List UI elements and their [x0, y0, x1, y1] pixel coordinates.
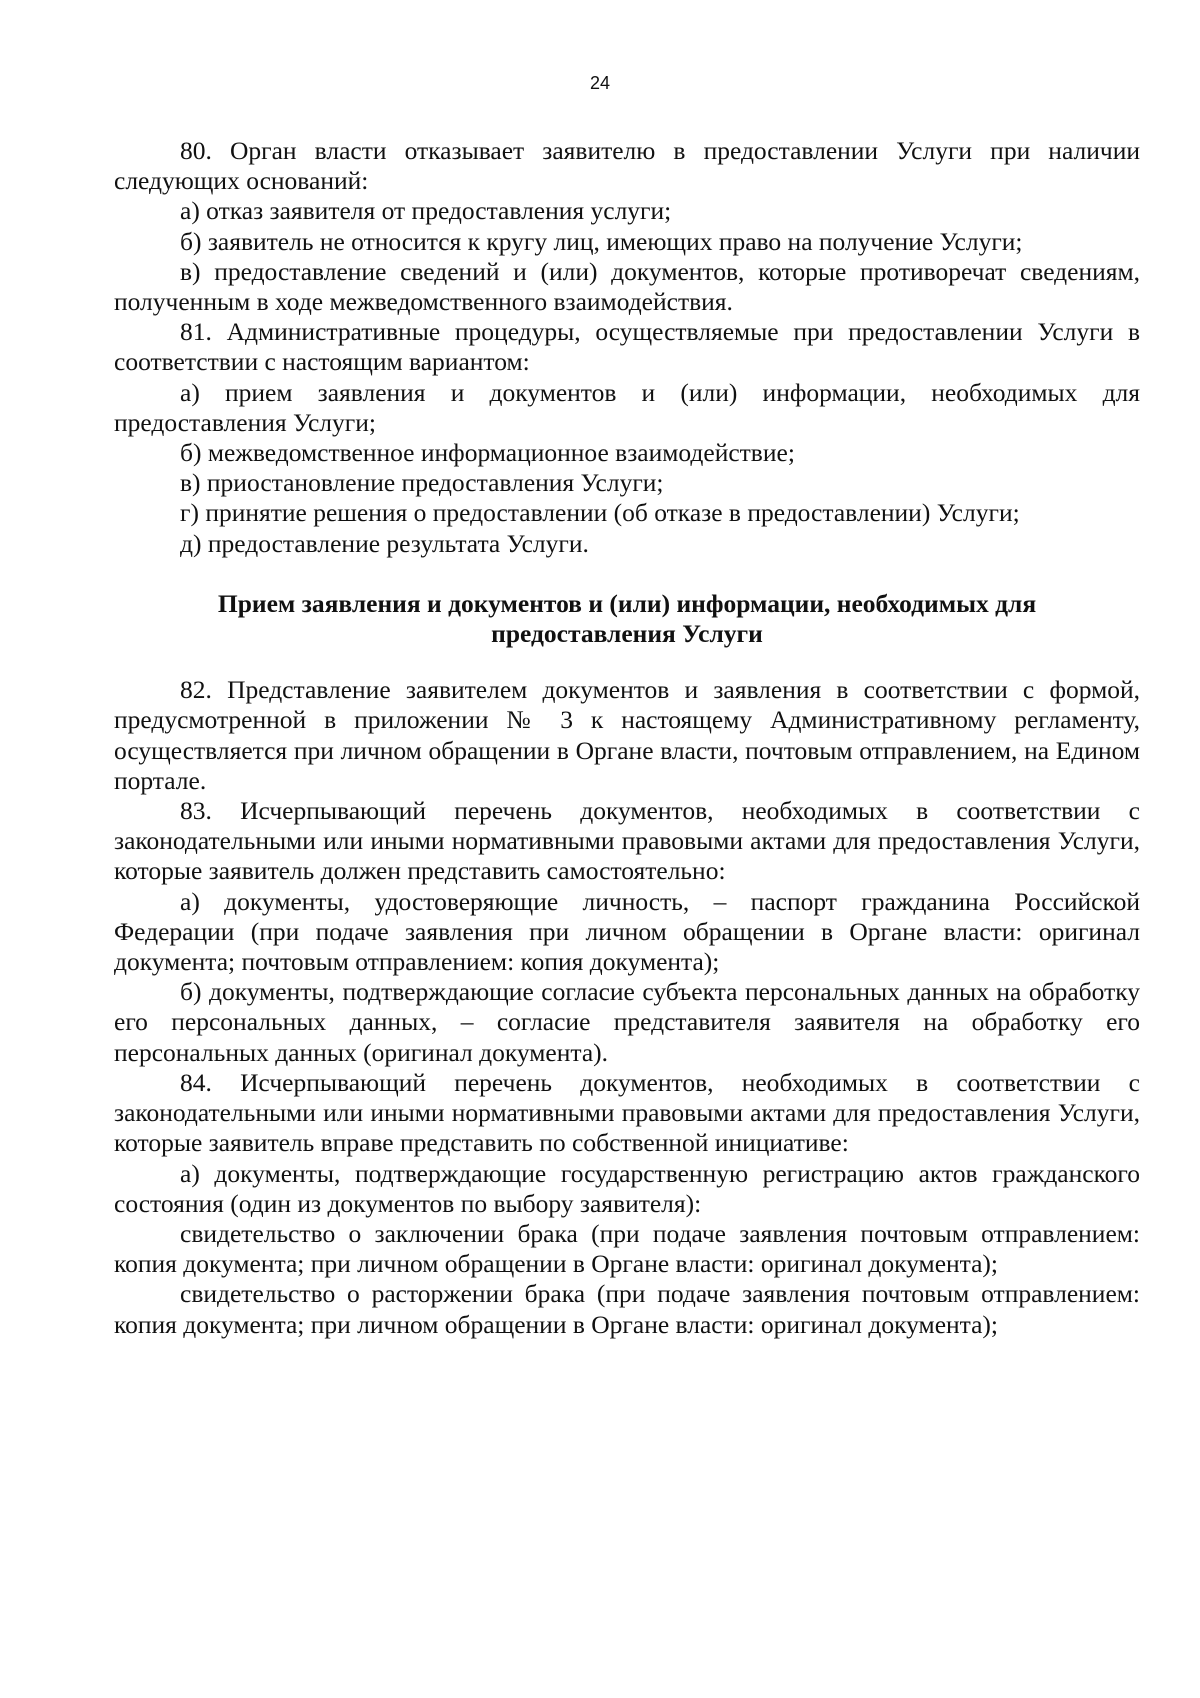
list-item: а) документы, удостоверяющие личность, – паспорт гражданина Российской Федерации (при подаче заявления при личном обращении в Органе власти: оригинал документа; почтовым отправлением: копия документа); — [114, 886, 1140, 977]
paragraph-81: 81. Административные процедуры, осуществляемые при предоставлении Услуги в соответствии с настоящим вариантом: — [114, 317, 1140, 377]
section-heading: Прием заявления и документов и (или) информации, необходимых для предоставления Услуги — [217, 588, 1037, 649]
paragraph-80: 80. Орган власти отказывает заявителю в предоставлении Услуги при наличии следующих оснований: — [114, 136, 1140, 196]
page-number: 24 — [589, 73, 611, 93]
list-item: свидетельство о расторжении брака (при подаче заявления почтовым отправлением: копия документа; при личном обращении в Органе власти: оригинал документа); — [114, 1279, 1140, 1339]
document-body — [114, 136, 1140, 1340]
paragraph-83: 83. Исчерпывающий перечень документов, необходимых в соответствии с законодательными или иными нормативными правовыми актами для предоставления Услуги, которые заявитель должен представить самостоятельно: — [114, 796, 1140, 886]
list-item: а) прием заявления и документов и (или) информации, необходимых для предоставления Услуги; — [114, 377, 1140, 437]
list-item: в) предоставление сведений и (или) документов, которые противоречат сведениям, полученным в ходе межведомственного взаимодействия. — [114, 256, 1140, 317]
list-item: г) принятие решения о предоставлении (об отказе в предоставлении) Услуги; — [180, 498, 1020, 528]
paragraph-84: 84. Исчерпывающий перечень документов, необходимых в соответствии с законодательными или иными нормативными правовыми актами для предоставления Услуги, которые заявитель вправе представить по собственной инициативе: — [114, 1067, 1140, 1158]
list-item: д) предоставление результата Услуги. — [180, 528, 589, 558]
list-item: свидетельство о заключении брака (при подаче заявления почтовым отправлением: копия документа; при личном обращении в Органе власти: оригинал документа); — [114, 1218, 1140, 1279]
list-item: в) приостановление предоставления Услуги; — [180, 468, 664, 498]
list-item: б) документы, подтверждающие согласие субъекта персональных данных на обработку его персональных данных, – согласие представителя заявителя на обработку его персональных данных (оригинал документа). — [114, 977, 1140, 1067]
paragraph-82: 82. Представление заявителем документов и заявления в соответствии с формой, предусмотренной в приложении № 3 к настоящему Административному регламенту, осуществляется при личном обращении в Органе власти, почтовым отправлением, на Едином портале. — [114, 675, 1140, 795]
list-item: б) заявитель не относится к кругу лиц, имеющих право на получение Услуги; — [180, 226, 1023, 256]
list-item: б) межведомственное информационное взаимодействие; — [180, 438, 795, 468]
list-item: а) документы, подтверждающие государственную регистрацию актов гражданского состояния (один из документов по выбору заявителя): — [114, 1158, 1140, 1218]
list-item: а) отказ заявителя от предоставления услуги; — [180, 196, 672, 226]
